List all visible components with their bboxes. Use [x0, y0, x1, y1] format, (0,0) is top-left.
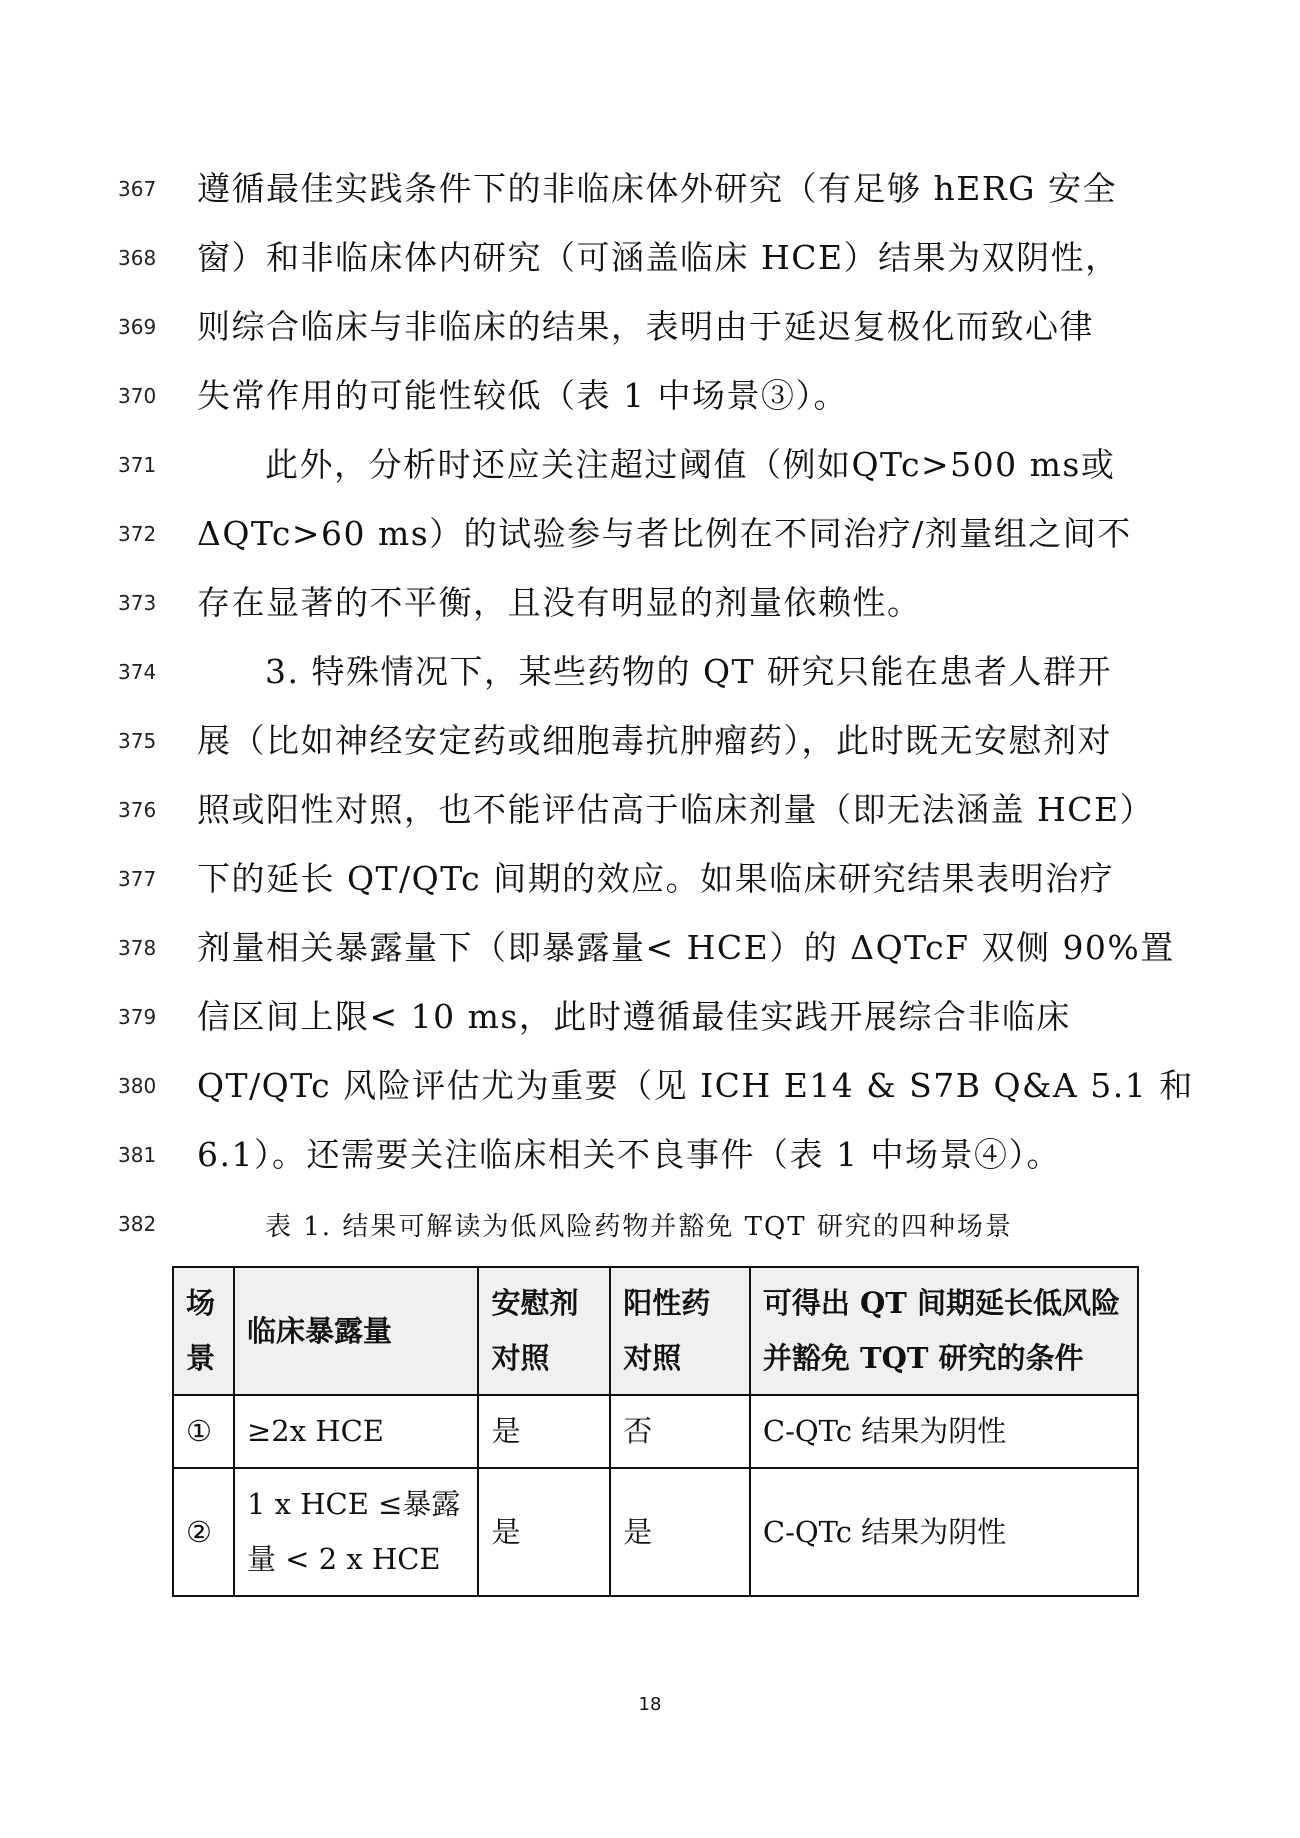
text-line: [0, 569, 1300, 638]
table-caption: 表 1. 结果可解读为低风险药物并豁免 TQT 研究的四种场景: [265, 1212, 1013, 1242]
text-line: [0, 500, 1300, 569]
line-text: 3. 特殊情况下，某些药物的 QT 研究只能在患者人群开: [265, 652, 1113, 691]
line-number: 372: [118, 522, 157, 546]
table-header-row: [173, 1267, 1138, 1395]
line-number: 367: [118, 177, 157, 201]
line-text: 6.1）。还需要关注临床相关不良事件（表 1 中场景④）。: [197, 1135, 1061, 1174]
line-text: 遵循最佳实践条件下的非临床体外研究（有足够 hERG 安全: [197, 169, 1118, 208]
text-line: [0, 155, 1300, 224]
table-cell: 否: [610, 1395, 750, 1468]
line-number: 368: [118, 246, 157, 270]
table-cell: 是: [478, 1395, 610, 1468]
table-header-cell: 安慰剂对照: [478, 1267, 610, 1395]
text-line: [0, 914, 1300, 983]
text-line: [0, 1052, 1300, 1121]
text-line: [0, 293, 1300, 362]
scenario-table: [172, 1266, 1139, 1597]
table-row: [173, 1468, 1138, 1596]
page-number: 18: [638, 1694, 662, 1715]
line-text: 此外，分析时还应关注超过阈值（例如QTc>500 ms或: [265, 445, 1116, 484]
line-text: 剂量相关暴露量下（即暴露量< HCE）的 ΔQTcF 双侧 90%置: [197, 928, 1175, 967]
table-row: [173, 1395, 1138, 1468]
line-text: 展（比如神经安定药或细胞毒抗肿瘤药），此时既无安慰剂对: [197, 721, 1112, 760]
line-number: 382: [118, 1212, 157, 1236]
line-number: 381: [118, 1143, 157, 1167]
table-cell: C-QTc 结果为阴性: [750, 1395, 1138, 1468]
text-line: [0, 362, 1300, 431]
table-cell: ≥2x HCE: [234, 1395, 479, 1468]
text-line: [0, 431, 1300, 500]
text-line: [0, 638, 1300, 707]
table-header-cell: 阳性药对照: [610, 1267, 750, 1395]
line-text: 则综合临床与非临床的结果，表明由于延迟复极化而致心律: [197, 307, 1094, 346]
text-line: [0, 224, 1300, 293]
text-line: [0, 845, 1300, 914]
table-header-cell: 场景: [173, 1267, 234, 1395]
table-cell: 是: [478, 1468, 610, 1596]
table-cell: ①: [173, 1395, 234, 1468]
text-line: [0, 983, 1300, 1052]
table-cell: ②: [173, 1468, 234, 1596]
line-number: 375: [118, 729, 157, 753]
text-line: [0, 707, 1300, 776]
line-number: 377: [118, 867, 157, 891]
table-cell: 1 x HCE ≤暴露量 < 2 x HCE: [234, 1468, 479, 1596]
text-line: [0, 776, 1300, 845]
line-number: 379: [118, 1005, 157, 1029]
text-line: [0, 1121, 1300, 1190]
line-text: 存在显著的不平衡，且没有明显的剂量依赖性。: [197, 583, 922, 622]
table-header-cell: 可得出 QT 间期延长低风险并豁免 TQT 研究的条件: [750, 1267, 1138, 1395]
line-text: 照或阳性对照，也不能评估高于临床剂量（即无法涵盖 HCE）: [197, 790, 1155, 829]
line-number: 380: [118, 1074, 157, 1098]
line-number: 373: [118, 591, 157, 615]
line-number: 371: [118, 453, 157, 477]
line-text: 信区间上限< 10 ms，此时遵循最佳实践开展综合非临床: [197, 997, 1071, 1036]
table-cell: 是: [610, 1468, 750, 1596]
line-number: 376: [118, 798, 157, 822]
line-text: QT/QTc 风险评估尤为重要（见 ICH E14 & S7B Q&A 5.1 和: [197, 1066, 1194, 1105]
line-text: ΔQTc>60 ms）的试验参与者比例在不同治疗/剂量组之间不: [197, 514, 1132, 553]
line-text: 失常作用的可能性较低（表 1 中场景③）。: [197, 376, 848, 415]
table-header-cell: 临床暴露量: [234, 1267, 479, 1395]
line-text: 窗）和非临床体内研究（可涵盖临床 HCE）结果为双阴性，: [197, 238, 1120, 277]
table-cell: C-QTc 结果为阴性: [750, 1468, 1138, 1596]
line-text: 下的延长 QT/QTc 间期的效应。如果临床研究结果表明治疗: [197, 859, 1115, 898]
line-number: 374: [118, 660, 157, 684]
line-number: 370: [118, 384, 157, 408]
line-number: 378: [118, 936, 157, 960]
line-number: 369: [118, 315, 157, 339]
